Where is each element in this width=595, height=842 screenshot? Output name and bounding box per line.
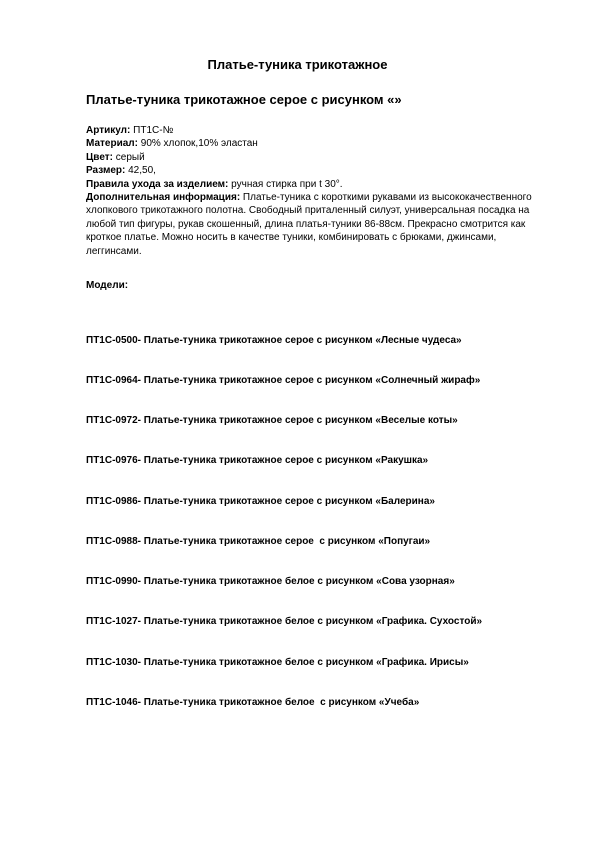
product-subtitle: Платье-туника трикотажное серое с рисунком «» [86, 92, 402, 107]
model-item: ПТ1С-1027- Платье-туника трикотажное белое с рисунком «Графика. Сухостой» [86, 616, 483, 628]
models-list [86, 307, 556, 736]
document-title: Платье-туника трикотажное [207, 57, 388, 72]
model-item: ПТ1С-0972- Платье-туника трикотажное серое с рисунком «Веселые коты» [86, 415, 458, 427]
property-label: Правила ухода за изделием: [86, 178, 229, 190]
property-label: Цвет: [86, 151, 113, 163]
property-value: ручная стирка при t 30°. [228, 178, 343, 190]
model-item: ПТ1С-0990- Платье-туника трикотажное белое с рисунком «Сова узорная» [86, 576, 455, 588]
property-size [86, 164, 548, 177]
model-item: ПТ1С-1046- Платье-туника трикотажное белое с рисунком «Учеба» [86, 696, 420, 708]
property-value: серый [112, 151, 145, 163]
property-article [86, 124, 548, 137]
model-item: ПТ1С-0500- Платье-туника трикотажное серое с рисунком «Лесные чудеса» [86, 334, 462, 346]
property-value: 42,50, [125, 165, 156, 177]
model-item: ПТ1С-0986- Платье-туника трикотажное серое с рисунком «Балерина» [86, 495, 435, 507]
product-properties [86, 124, 548, 258]
property-value: Платье-туника с короткими рукавами из высококачественного хлопкового трикотажного полотна. Свободный приталенный силуэт, универсальная посадка на любой тип фигуры, рукав скошенный, длина платья-туники 86-88см. Прекрасно смотрится как кроткое платье. Можно носить в качестве туники, комбинировать с брюками, джинсами, леггинсами. [86, 192, 532, 257]
property-value: ПТ1С-№ [130, 125, 174, 136]
property-material [86, 137, 548, 150]
model-item: ПТ1С-0976- Платье-туника трикотажное серое с рисунком «Ракушка» [86, 455, 429, 467]
property-description [86, 191, 548, 258]
property-label: Дополнительная информация: [86, 192, 241, 204]
property-label: Материал: [86, 138, 138, 150]
property-care [86, 178, 548, 191]
property-color [86, 151, 548, 164]
model-item: ПТ1С-1030- Платье-туника трикотажное белое с рисунком «Графика. Ирисы» [86, 656, 469, 668]
models-heading: Модели: [86, 280, 129, 291]
property-value: 90% хлопок,10% эластан [137, 138, 258, 150]
property-label: Артикул: [86, 125, 131, 136]
model-item: ПТ1С-0988- Платье-туника трикотажное серое с рисунком «Попугаи» [86, 535, 431, 547]
property-label: Размер: [86, 165, 126, 177]
model-item: ПТ1С-0964- Платье-туника трикотажное серое с рисунком «Солнечный жираф» [86, 375, 481, 387]
